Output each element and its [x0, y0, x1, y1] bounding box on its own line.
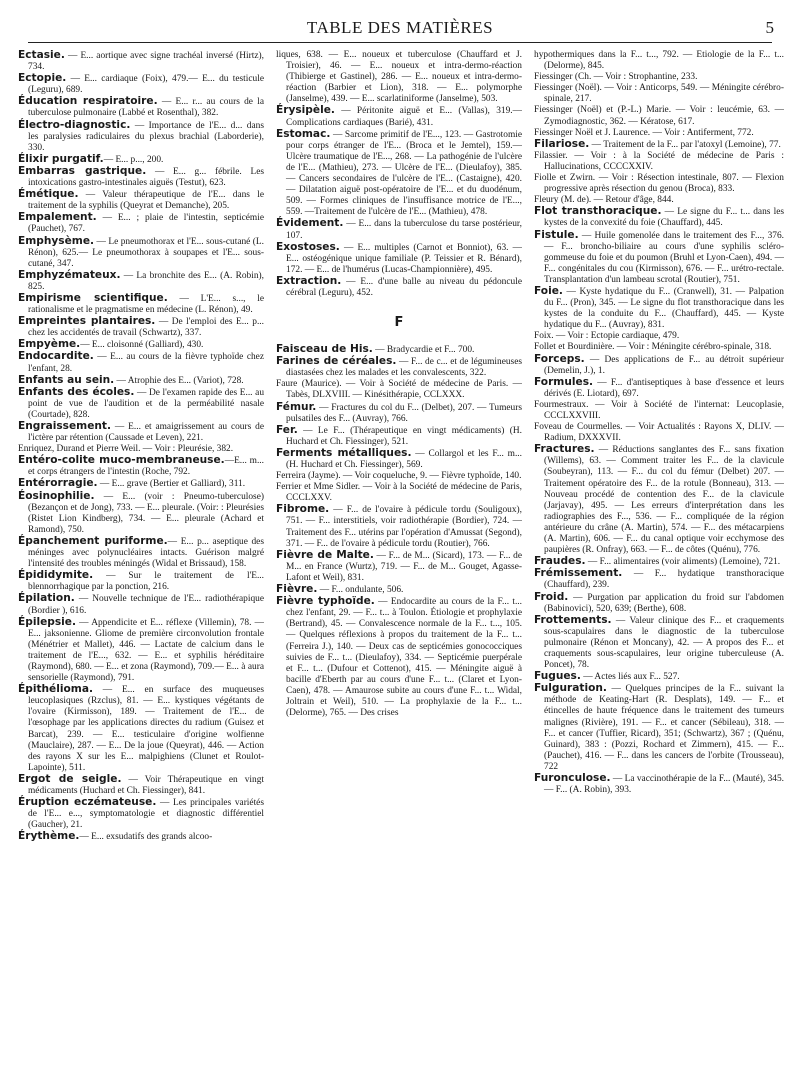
entry-text: Foveau de Courmelles. — Voir Actualités : Rayons X, DLIV. — Radium, DXXXVII. [534, 422, 784, 444]
entry-text: — Atrophie des E... (Variot), 728. [114, 375, 244, 386]
entry-term: Émétique. [18, 188, 79, 201]
index-entry [276, 550, 522, 584]
entry-text: — F... de M... (Sicard), 173. — F... de M... en France (Wurtz), 719. — F... de M... Gouget, Agasse-Lafont et Weil), 831. [286, 550, 522, 583]
entry-term: Ferments métalliques. [276, 446, 412, 459]
index-entry [18, 351, 264, 374]
index-entry [18, 455, 264, 478]
index-entry [276, 482, 522, 504]
index-entry [534, 286, 784, 331]
entry-text: — E... et amaigrissement au cours de l'ictère par rétention (Caussade et Leven), 221. [28, 422, 264, 444]
entry-text: — E... au cours de la fièvre typhoïde chez l'enfant, 28. [28, 352, 264, 374]
entry-text: — De l'emploi des E... p... chez les accidentés de travail (Schwartz), 337. [28, 317, 264, 339]
index-entry [276, 50, 522, 105]
entry-text: — F... d'antiseptiques à base d'essence et leurs dérivés (E. Liotard), 697. [544, 377, 784, 399]
index-entry [18, 316, 264, 339]
entry-term: Fer. [276, 423, 298, 436]
entry-term: Filariose. [534, 137, 590, 150]
entry-text: Filassier. — Voir : à la Société de médecine de Paris : Hallucinations, CCCCXXIV. [534, 150, 784, 172]
entry-text: — E... g... fébrile. Les intoxications gastro-intestinales aiguës (Testut), 623. [28, 166, 264, 189]
entry-text: — Endocardite au cours de la F... t... chez l'enfant, 29. — F... t... à Toulon. Étiologie et prophylaxie (Bertrand), 45. — Convalescence normale de la F... t..., 105. — Quelques réflexions à propos du traitement de la F... t... (Ferreira J.), 140. — Deux cas de septicémies gonococciques suivies de F... t... (Dieulafoy), 334. — Septicémie puerpérale et F... t... (Dufour et Cottenot), 415. — Méningite aiguë à bacille d'Eberth par au cours d'une F... t... (Claret et Lyon-Caen), 478. — Amaurose subite au cours d'une F... t... Widal, Joltrain et Weil), 510. — La prophylaxie de la F... t... (Delorme), 765. — Des crises [286, 597, 522, 719]
entry-text: — Importance de l'E... d... dans les paralysies radiculaires du plexus brachial (Laborderie), 330. [28, 120, 264, 153]
index-entry [276, 471, 522, 482]
index-entry [18, 387, 264, 421]
index-entry [18, 96, 264, 119]
index-entry [276, 105, 522, 128]
entry-text: Ferreira (Jayme). — Voir coqueluche, 9. — Fièvre typhoïde, 140. [276, 471, 522, 482]
entry-text: — Huile gomenolée dans le traitement des F..., 376. — F... broncho-biliaire au cours d'une syphilis scléro-gommeuse du foie et du poumon (Bruhl et Lyon-Caen), 494. — F... congénitales du cou (Kirmisson), 676. — F... urétro-rectale. Transplantation d'un lambeau scrotal (Routier), 751. [544, 230, 784, 285]
entry-text: —E... m... et corps étrangers de l'intestin (Roche, 792. [28, 456, 264, 478]
entry-text: Fiessinger (Noël) et (P.-L.) Marie. — Voir : leucémie, 63. — Zymodiagnostic, 362. — Kératose, 617. [534, 105, 784, 127]
entry-text: Fiessinger (Ch. — Voir : Strophantine, 233. [534, 72, 698, 83]
entry-text: Fourmestraux. — Voir à Société de l'internat: Leucoplasie, CCCLXXVIII. [534, 399, 784, 421]
section-letter: F [394, 315, 404, 331]
entry-term: Emphysème. [18, 234, 95, 247]
entry-term: Fibrome. [276, 503, 330, 516]
entry-term: Empyème. [18, 338, 81, 351]
page-number: 5 [765, 18, 774, 37]
entry-term: Extraction. [276, 274, 342, 287]
index-entry [534, 83, 784, 105]
index-entry [276, 596, 522, 719]
index-entry [534, 230, 784, 286]
entry-text: liques, 638. — E... noueux et tuberculose (Chauffard et J. Troisier), 46. — E... noueux et intra-dermo-réaction (Thibierge et Gastinel), 286. — E... noueux et intra-dermo-réaction (Barbier et Lion), 318. — E... polymorphe (Janselme), 439. — E... scarlatiniforme (Janselme), 503. [276, 50, 522, 105]
entry-text: — Actes liés aux F... 527. [580, 672, 680, 683]
index-entry [18, 831, 264, 843]
entry-term: Endocardite. [18, 350, 94, 363]
index-entry [534, 173, 784, 195]
entry-term: Fraudes. [534, 555, 586, 568]
entry-text: — E... dans la tuberculose du tarse postérieur, 107. [286, 219, 522, 241]
entry-term: Épanchement puriforme. [18, 534, 168, 547]
entry-text: — E... (voir : Pneumo-tuberculose) (Bezançon et de Jong), 733. — E... pleurale. (Voir: : Pleurésies (Ristet Lion Kindberg), 734. — E... pleurale (Achard et Ramond), 750. [28, 491, 264, 535]
entry-text: — Kyste hydatique du F... (Cranwell), 31. — Palpation du F... (Pron), 345. — Le signe du flot transthoracique dans les kystes de la conduite du F... (Chauffard), 445. — Kyste hydatique du F... (Auvray), 831. [544, 286, 784, 331]
index-entry [276, 504, 522, 549]
entry-text: — Collargol et les F... m... (H. Huchard et Ch. Fiessinger), 569. [286, 448, 522, 470]
column-2 [276, 50, 522, 1060]
index-entry [534, 105, 784, 127]
entry-term: Éosinophilie. [18, 489, 95, 502]
entry-text: Ferrier et Mme Sidler. — Voir à la Société de médecine de Paris, CCCLXXV. [276, 482, 522, 504]
entry-text: — Valeur thérapeutique de l'E... dans le traitement de la syphilis (Queyrat et Demanche), 205. [28, 190, 264, 212]
entry-text: — Le signe du F... t... dans les kystes de la convexité du foie (Chauffard), 445. [544, 207, 784, 229]
entry-text: — F... de l'ovaire à pédicule tordu (Souligoux), 751. — F... interstitiels, voir radiothérapie (Bordier), 724. — Traitement des F... utérins par l'opération d'Amussat (Segond), 371. — F... de l'ovaire à pédicule tordu (Routier), 766. [286, 505, 522, 549]
entry-text: — Fractures du col du F... (Delbet), 207. — Tumeurs pulsatiles des F... (Auvray), 766. [286, 402, 522, 424]
header-rule [28, 42, 772, 43]
index-entry [534, 568, 784, 591]
index-entry [276, 379, 522, 401]
entry-text: — La vaccinothérapie de la F... (Mauté), 345. — F... (A. Robin), 393. [544, 774, 784, 796]
index-entry [18, 617, 264, 685]
entry-text: — E... en surface des muqueuses leucoplasiques (Rzclus), 81. — E... kystiques végétants de l'ovaire (Kirmisson), 189. — Traitement de l'E... de l'œsophage par les applications directes du radium (Guisez et Barcat), 239. — E... testiculaire d'origine wolfienne (Mauclaire), 287. — E... De la joue (Queyrat), 446. — Action des rayons X sur les E... malpighiens (Clunet et Roulot-Lapointe), 511. [28, 685, 264, 773]
index-entry [18, 593, 264, 616]
index-entry [534, 773, 784, 796]
entry-term: Fulguration. [534, 682, 607, 695]
index-entry [276, 218, 522, 241]
entry-text: — E... cloisonné (Galliard), 430. [80, 340, 204, 351]
entry-term: Entéro-colite muco-membraneuse. [18, 454, 225, 467]
entry-text: — F... alimentaires (voir aliments) (Lemoine), 721. [585, 557, 781, 568]
index-entry [18, 166, 264, 189]
entry-text: Follet et Bourdinière. — Voir : Méningite cérébro-spinale, 318. [534, 342, 772, 353]
entry-text: — La bronchite des E... (A. Robin), 825. [28, 270, 264, 292]
index-entry [276, 129, 522, 219]
entry-text: — De l'examen rapide des E... au point de vue de l'audition et de la perméabilité nasale (Courtade), 828. [28, 387, 264, 420]
entry-term: Fémur. [276, 400, 317, 413]
entry-term: Exostoses. [276, 240, 340, 253]
entry-term: Ergot de seigle. [18, 772, 122, 785]
entry-term: Ectopie. [18, 72, 67, 85]
index-entry [18, 270, 264, 293]
entry-term: Fièvre typhoïde. [276, 595, 375, 608]
index-entry [276, 402, 522, 425]
entry-term: Épididymite. [18, 569, 94, 582]
entry-text: — Le pneumothorax et l'E... sous-cutané (L. Rénon), 625.— Le pneumothorax à soupapes et l'E... sous-cutané, 347. [28, 236, 264, 269]
entry-term: Forceps. [534, 352, 585, 365]
entry-term: Embarras gastrique. [18, 164, 147, 177]
entry-term: Froid. [534, 590, 569, 603]
entry-text: — E... p..., 200. [103, 154, 164, 165]
index-entry [18, 797, 264, 831]
entry-text: — Valeur clinique des F... et craquements sous-scapulaires dans le diagnostic de la tuberculose pulmonaire (Rénon et Moncany), 42. — A propos des F... et craquements sous-scapulaires, leur origine tuberculeuse (A. Poncet), 78. [544, 615, 784, 671]
entry-text: — E... p... aseptique des méninges avec polynucléaires intacts. Guérison malgré l'intensité des troubles méningés (Widal et Brissaud), 158. [28, 536, 264, 570]
index-entry [534, 206, 784, 229]
index-entry [18, 50, 264, 73]
entry-term: Empalement. [18, 211, 97, 224]
index-entry [534, 354, 784, 377]
entry-text: — E... r... au cours de la tuberculose pulmonaire (Labbé et Rosenthal), 382. [28, 97, 264, 119]
index-entry [534, 683, 784, 773]
index-entry [276, 242, 522, 276]
entry-text: Enriquez, Durand et Pierre Weil. — Voir : Pleurésie, 382. [18, 444, 234, 455]
entry-term: Estomac. [276, 127, 331, 140]
entry-term: Épilation. [18, 592, 75, 605]
entry-text: — L'E... s..., le rationalisme et le pragmatisme en médecine (L. Rénon), 49. [28, 293, 264, 316]
index-entry [276, 356, 522, 379]
entry-text: — E... multiples (Carnot et Bonniot), 63. — E... ostéogénique unique familiale (P. Teissier et R. Bénard), 172. — E... de l'humérus (Lucas-Championnière), 495. [286, 242, 522, 275]
entry-text: — E... grave (Bertier et Galliard), 311. [97, 479, 246, 490]
entry-text: — Voir Thérapeutique en vingt médicaments (Huchard et Ch. Fiessinger), 841. [28, 774, 264, 796]
index-entry [534, 377, 784, 400]
entry-text: — F... ondulante, 506. [317, 585, 404, 596]
entry-text: — E... ; plaie de l'intestin, septicémie (Pauchet), 767. [28, 213, 264, 235]
entry-term: Fugues. [534, 670, 581, 683]
index-entry [18, 421, 264, 444]
entry-text: Foix. — Voir : Ectopie cardiaque, 479. [534, 331, 680, 342]
index-entry [18, 212, 264, 235]
index-entry [534, 592, 784, 615]
index-entry [18, 189, 264, 212]
entry-text: — Nouvelle technique de l'E... radiothérapique (Bordier ), 616. [28, 594, 264, 616]
column-3 [534, 50, 784, 1060]
index-entry [534, 139, 784, 151]
entry-text: — F... hydatique transthoracique (Chauffard), 239. [544, 569, 784, 591]
entry-term: Évidement. [276, 217, 344, 230]
entry-text: — Réductions sanglantes des F... sans fixation (Willems), 63. — Comment traiter les F... de la clavicule (Soubeyran), 113. — F... du col du fémur (Delbet) 207. — Traitement opératoire des F... de la rotule (Bonneau), 313. — Nouveau procédé de contention des F... de la clavicule (Jarjavay), 495. — Les erreurs d'interprétation dans les radiographies des F..., 536. — F... compliquée de la région antérieure du crâne (A. Martin), 574. — F... des métacarpiens (A. Martin), 606. — F... du canal optique voir ecchymose des paupières (R. Onfray), 663. — F... de côtes (Quénu), 776. [544, 445, 784, 556]
entry-term: Entérorragie. [18, 477, 98, 490]
entry-term: Emphyzémateux. [18, 268, 121, 281]
index-entry [534, 615, 784, 671]
index-entry [18, 491, 264, 536]
index-entry [18, 684, 264, 774]
entry-text: hypothermiques dans la F... t..., 792. — Étiologie de la F... t... (Delorme), 845. [534, 50, 784, 72]
index-entry [18, 774, 264, 797]
running-title: TABLE DES MATIÈRES [306, 18, 494, 37]
entry-term: Enfants au sein. [18, 373, 115, 386]
entry-term: Épilepsie. [18, 615, 76, 628]
entry-text: — E... cardiaque (Foix), 479.— E... du testicule (Leguru), 689. [28, 74, 264, 96]
page-header [20, 14, 780, 42]
index-entry [534, 331, 784, 342]
entry-term: Élixir purgatif. [18, 152, 104, 165]
entry-text: — F... de c... et de légumineuses diastasées chez les malades et les convalescents, 322. [286, 357, 522, 379]
entry-text: — Purgation par application du froid sur l'abdomen (Babinovici), 520, 639; (Berthe), 608. [544, 592, 784, 614]
entry-text: — Des applications de F... au détroit supérieur (Demelin, J.), 1. [544, 354, 784, 376]
entry-text: Fiessinger (Noël). — Voir : Anticorps, 549. — Méningite cérébro-spinale, 217. [534, 83, 784, 105]
index-entry [534, 444, 784, 556]
entry-text: — E... aortique avec signe trachéal inversé (Hirtz), 734. [28, 51, 264, 73]
entry-term: Frémissement. [534, 567, 623, 580]
entry-term: Fièvre. [276, 583, 318, 596]
index-columns [18, 50, 786, 1060]
entry-text: Fleury (M. de). — Retour d'âge, 844. [534, 195, 674, 206]
entry-term: Empirisme scientifique. [18, 291, 168, 304]
entry-term: Frottements. [534, 613, 612, 626]
entry-term: Fièvre de Malte. [276, 548, 374, 561]
entry-term: Formules. [534, 375, 594, 388]
entry-term: Furonculose. [534, 772, 611, 784]
entry-text: — E... d'une balle au niveau du pédoncule cérébral (Leguru), 452. [286, 276, 522, 298]
entry-term: Empreintes plantaires. [18, 315, 156, 328]
entry-text: — Bradycardie et F... 700. [372, 345, 475, 356]
entry-term: Électro-diagnostic. [18, 118, 131, 131]
entry-text: Fiolle et Zwirn. — Voir : Résection intestinale, 807. — Flexion progressive après résection du genou (Broca), 833. [534, 173, 784, 195]
entry-term: Épithélioma. [18, 683, 93, 696]
index-entry [18, 120, 264, 154]
entry-term: Flot transthoracique. [534, 205, 662, 218]
index-entry [534, 422, 784, 444]
entry-text: Fiessinger Noël et J. Laurence. — Voir : Antiferment, 772. [534, 127, 754, 138]
entry-text: — Les principales variétés de l'E... e..., symptomatologie et diagnostic différentiel (Gaucher), 21. [28, 798, 264, 831]
entry-text: — E... exsudatifs des grands alcoo- [79, 832, 213, 843]
entry-term: Faisceau de His. [276, 343, 373, 356]
entry-term: Fistule. [534, 228, 579, 241]
index-entry [18, 570, 264, 593]
entry-term: Éruption eczémateuse. [18, 796, 157, 809]
index-entry [534, 400, 784, 422]
index-entry [534, 72, 784, 83]
entry-term: Éducation respiratoire. [18, 95, 158, 108]
column-1 [18, 50, 264, 1060]
index-entry [18, 236, 264, 270]
entry-term: Érysipèle. [276, 104, 335, 117]
entry-text: — Sarcome primitif de l'E..., 123. — Gastrotomie pour corps étranger de l'E... (Broca et le Jemtel), 159.— Ulcère traumatique de l'E..., 268. — La pathogénie de l'ulcère de l'E... (Mathieu), 273. — Ulcère de l'E... (Dieulafoy), 385. — Cancers secondaires de l'ulcère de l'E... (Castaigne), 420. — Dilatation aiguë post-opératoire de l'E... et du duodénum, 509. — Formes cliniques de l'insuffisance motrice de l'E..., 559. —Traitement de l'ulcère de l'E... (Mathieu), 478. [286, 129, 522, 218]
index-entry [534, 151, 784, 173]
entry-text: — Traitement de la F... par l'atoxyl (Lemoine), 77. [589, 139, 781, 150]
entry-text: — Le F... (Thérapeutique en vingt médicaments) (H. Huchard et Ch. Fiessinger), 521. [286, 425, 522, 447]
entry-term: Ectasie. [18, 50, 65, 61]
index-entry [276, 448, 522, 471]
index-entry [18, 293, 264, 316]
index-entry [276, 276, 522, 299]
entry-text: — Quelques principes de la F... suivant la méthode de Keating-Hart (R. Desplats), 149. — F... et étincelles de haute fréquence dans le traitement des tumeurs malignes (Rivière), 191. — F... et cancer (Sébileau), 318. — F... et cancer (Tuffier, Ricard), 351; (Schwartz), 367 ; (Quénu, Guinard), 383 : (Pozzi, Rochard et Zimmern), 415. — F... (Pauchet), 416. — F... dans les cancers de l'orbite (Trousseau), 722 [544, 684, 784, 772]
index-entry [18, 536, 264, 570]
entry-text: — Appendicite et E... réflexe (Villemin), 78. — E... jaksonienne. Gliome de première circonvolution frontale (Ménétrier et Mallet), 446. — Lactate de calcium dans le traitement de l'E..., 632. — E... et syphilis héréditaire (Raymond), 680. — E... et zona (Raymond), 709.— E... à aura sensorielle (Raymond), 791. [28, 617, 264, 684]
entry-term: Enfants des écoles. [18, 385, 135, 398]
entry-term: Fractures. [534, 443, 595, 456]
index-entry [18, 73, 264, 96]
index-entry [276, 425, 522, 448]
entry-text: — Sur le traitement de l'E... blennorrhagique par la ponction, 216. [28, 571, 264, 593]
entry-text: Faure (Maurice). — Voir à Société de médecine de Paris. — Tabès, DLXVIII. — Kinésithérapie, CCLXXX. [276, 379, 522, 401]
entry-term: Érythème. [18, 830, 80, 843]
index-entry [534, 50, 784, 72]
entry-term: Engraissement. [18, 420, 112, 432]
entry-text: — Péritonite aiguë et E... (Vallas), 319.— Complications cardiaques (Barié), 431. [286, 106, 522, 128]
entry-term: Foie. [534, 284, 563, 297]
entry-term: Farines de céréales. [276, 355, 397, 368]
